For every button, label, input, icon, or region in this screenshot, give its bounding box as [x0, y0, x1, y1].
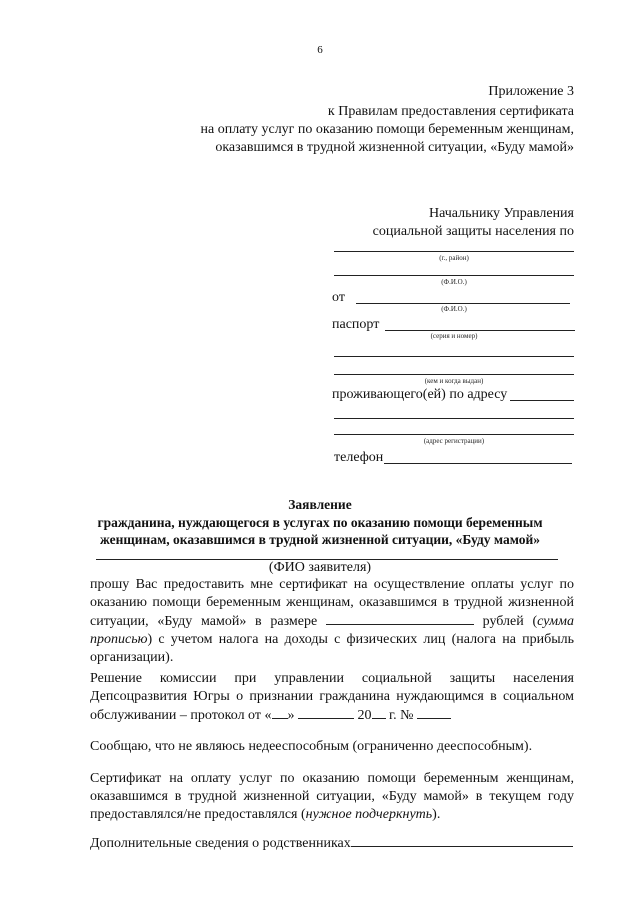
decision-year-prefix: 20 — [357, 708, 372, 723]
relatives-label: Дополнительные сведения о родственниках — [90, 836, 351, 851]
certificate-text-end: ). — [432, 807, 441, 822]
fio-line-1 — [334, 275, 574, 276]
caption-address: (адрес регистрации) — [423, 437, 485, 445]
underline-hint: нужное подчеркнуть — [305, 807, 433, 822]
year-blank — [372, 706, 386, 719]
address-line-1 — [334, 418, 574, 419]
city-line — [334, 251, 574, 252]
certificate-paragraph — [90, 770, 574, 824]
document-subtitle-2: женщинам, оказавшимся в трудной жизненной ситуации, «Буду мамой» — [99, 532, 540, 547]
addressee-line-2: социальной защиты населения по — [372, 224, 574, 239]
amount-words-hint: сумма прописью — [90, 614, 574, 647]
appendix-line-2: к Правилам предоставления сертификата — [327, 104, 574, 119]
page-number: 6 — [317, 44, 323, 56]
from-line — [356, 303, 570, 304]
issued-line-1 — [334, 356, 574, 357]
decision-quote-close: » — [287, 708, 295, 723]
residence-label: проживающего(ей) по адресу — [332, 387, 508, 402]
decision-text: Решение комиссии при управлении социальной защиты населения Депсоцразвития Югры о признании гражданина нуждающимся в социальном обслуживании – протокол от « — [90, 671, 574, 723]
passport-line — [385, 330, 575, 331]
address-line-2 — [334, 434, 574, 435]
issued-line-2 — [334, 374, 574, 375]
day-blank — [272, 706, 288, 719]
phone-label: телефон — [334, 450, 384, 465]
applicant-fio-caption: (ФИО заявителя) — [268, 560, 372, 575]
month-blank — [298, 706, 354, 719]
addressee-line-1: Начальнику Управления — [428, 206, 574, 221]
certificate-text: Сертификат на оплату услуг по оказанию помощи беременным женщинам, оказавшимся в трудной жизненной ситуации, «Буду мамой» в текущем году предоставлялся/не предоставлялся ( — [90, 771, 574, 822]
relatives-paragraph — [90, 834, 574, 853]
caption-series: (серия и номер) — [430, 332, 478, 340]
capacity-statement: Сообщаю, что не являюсь недееспособным (ограниченно дееспособным). — [90, 739, 533, 754]
request-text-tax: ) с учетом налога на доходы с физических лиц (налога на прибыль организации). — [90, 632, 574, 665]
residence-line — [510, 400, 574, 401]
protocol-number-blank — [417, 706, 451, 719]
caption-city: (г., район) — [439, 254, 469, 262]
caption-fio-2: (Ф.И.О.) — [441, 305, 467, 313]
phone-line — [384, 463, 572, 464]
relatives-blank — [351, 834, 573, 847]
caption-issued: (кем и когда выдан) — [424, 377, 484, 385]
document-subtitle-1: гражданина, нуждающегося в услугах по оказанию помощи беременным — [97, 515, 543, 530]
from-label: от — [332, 290, 345, 305]
decision-number-label: г. № — [389, 708, 414, 723]
appendix-line-1: Приложение 3 — [488, 84, 574, 99]
amount-blank — [326, 612, 474, 625]
passport-label: паспорт — [332, 317, 380, 332]
appendix-line-4: оказавшимся в трудной жизненной ситуации, «Буду мамой» — [215, 140, 574, 155]
appendix-line-3: на оплату услуг по оказанию помощи беременным женщинам, — [200, 122, 574, 137]
decision-paragraph — [90, 670, 574, 725]
request-paragraph — [90, 576, 574, 667]
request-text: прошу Вас предоставить мне сертификат на осуществление оплаты услуг по оказанию помощи беременным женщинам, оказавшимся в трудной жизненной ситуации, «Буду мамой» в размере — [90, 577, 574, 629]
document-title: Заявление — [288, 497, 352, 512]
request-text-rub: рублей ( — [482, 614, 538, 629]
caption-fio-1: (Ф.И.О.) — [441, 278, 467, 286]
